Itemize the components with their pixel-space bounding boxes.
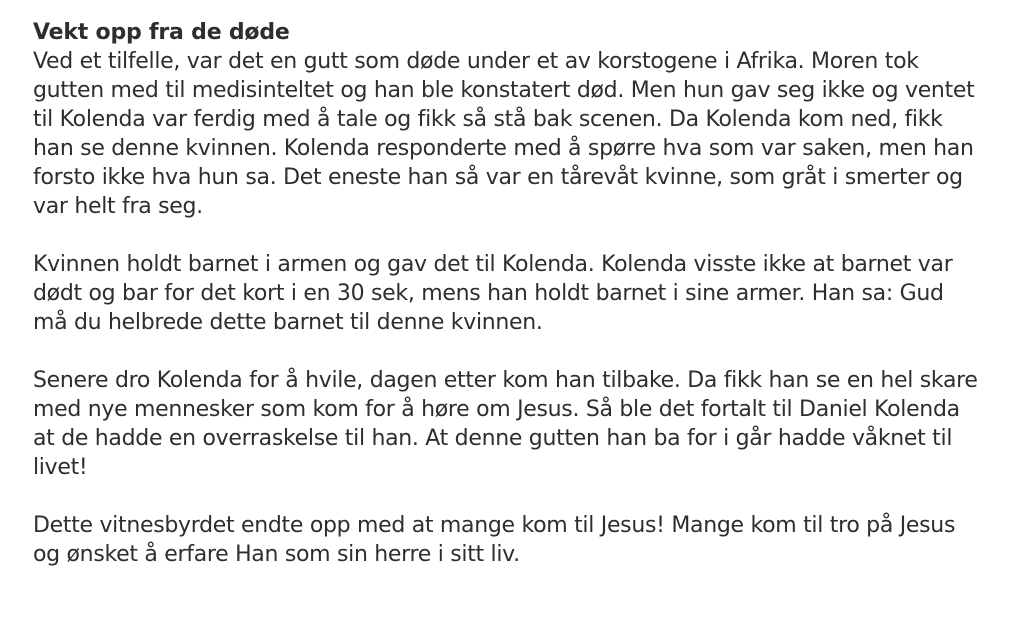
article-paragraph-4: Dette vitnesbyrdet endte opp med at mange kom til Jesus! Mange kom til tro på Jesus og ønsket å erfare Han som sin herre i sitt liv.: [33, 513, 956, 567]
article-paragraph-1: Ved et tilfelle, var det en gutt som døde under et av korstogene i Afrika. Moren tok gutten med til medisinteltet og han ble konstatert død. Men hun gav seg ikke og ventet til Kolenda var ferdig med å tale og fikk så stå bak scenen. Da Kolenda kom ned, fikk han se denne kvinnen. Kolenda responderte med å spørre hva som var saken, men han forsto ikke hva hun sa. Det eneste han så var en tårevåt kvinne, som gråt i smerter og var helt fra seg.: [33, 49, 975, 219]
article-paragraph-2: Kvinnen holdt barnet i armen og gav det til Kolenda. Kolenda visste ikke at barnet var dødt og bar for det kort i en 30 sek, mens han holdt barnet i sine armer. Han sa: Gud må du helbrede dette barnet til denne kvinnen.: [33, 252, 953, 335]
article-paragraph-3: Senere dro Kolenda for å hvile, dagen etter kom han tilbake. Da fikk han se en hel skare med nye mennesker som kom for å høre om Jesus. Så ble det fortalt til Daniel Kolenda at de hadde en overraskelse til han. At denne gutten han ba for i går hadde våknet til livet!: [33, 368, 978, 480]
article-title: Vekt opp fra de døde: [33, 20, 290, 45]
